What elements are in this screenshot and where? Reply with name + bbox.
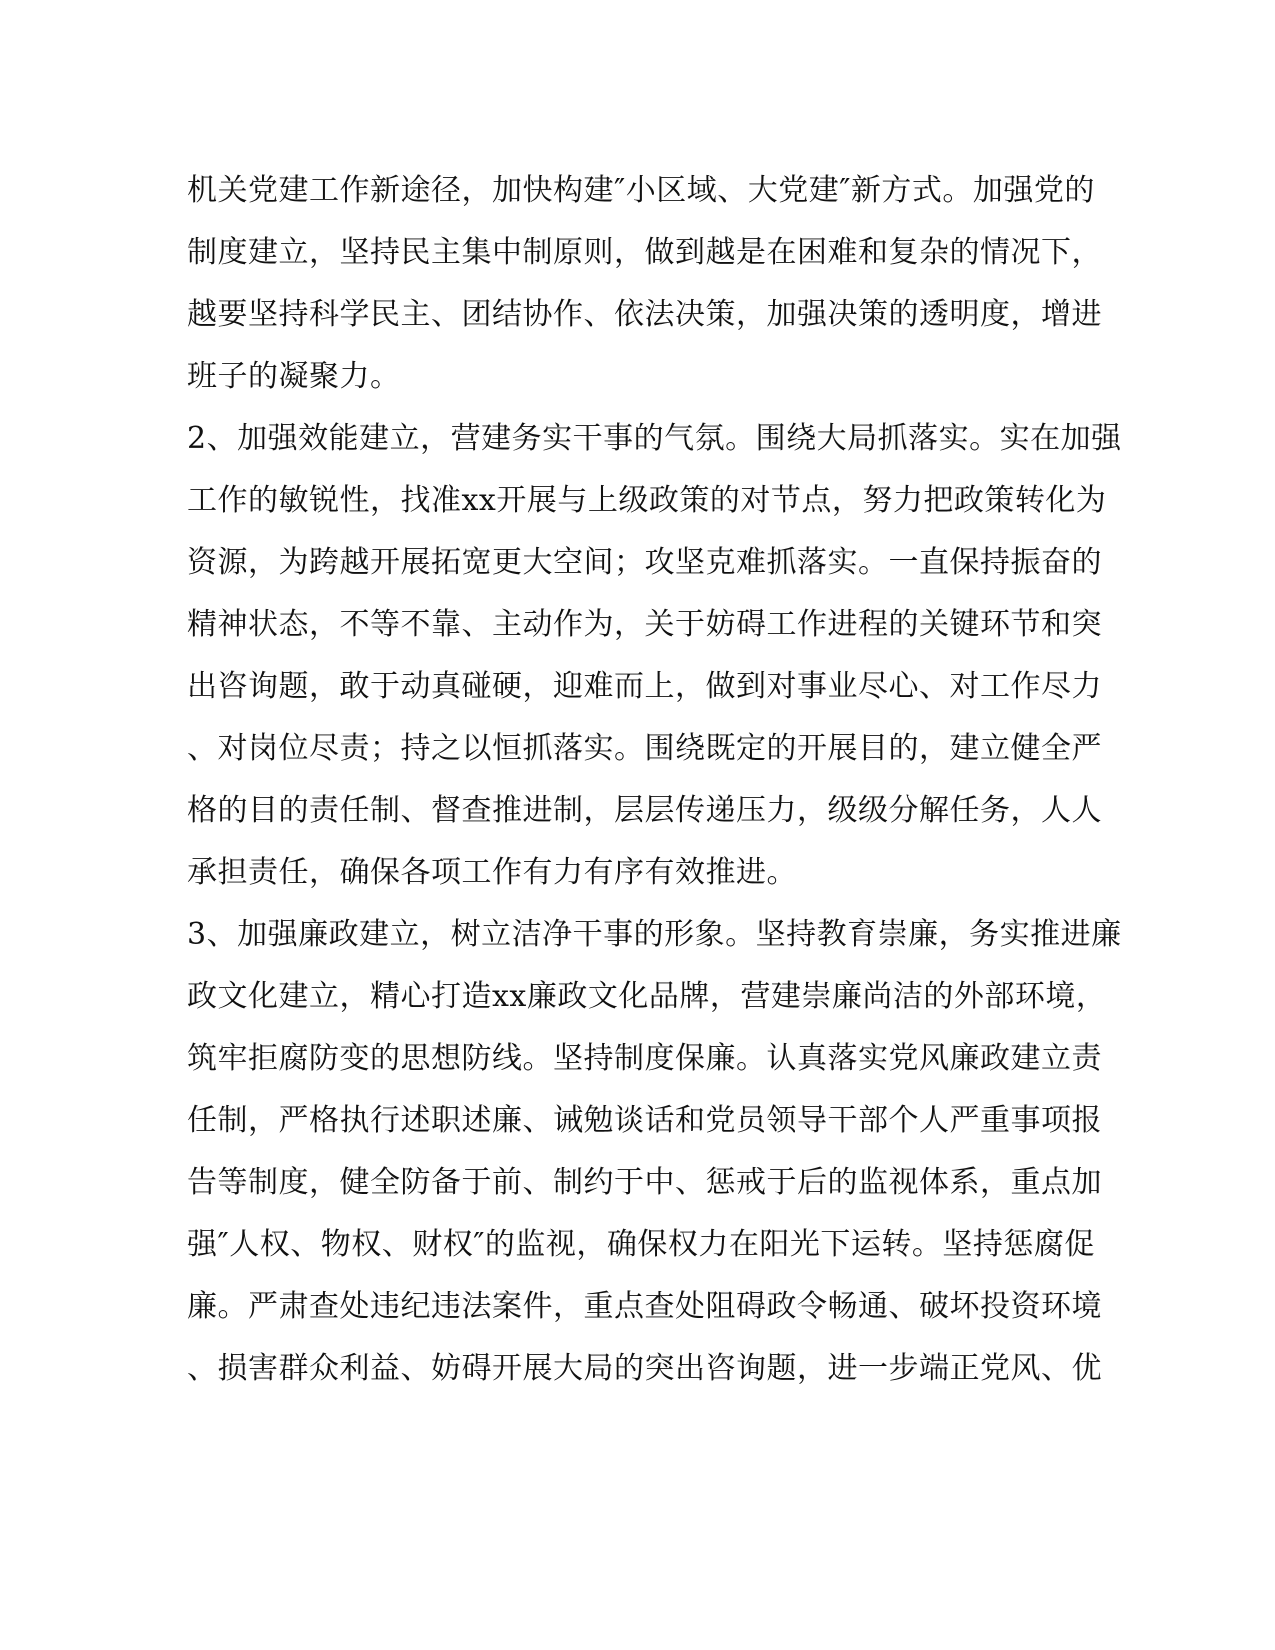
text-line: 班子的凝聚力。	[187, 359, 401, 394]
text-line: 精神状态，不等不靠、主动作为，关于妨碍工作进程的关键环节和突	[187, 607, 1102, 642]
text-line: 2、加强效能建立，营建务实干事的气氛。围绕大局抓落实。实在加强	[187, 421, 1122, 456]
text-line: 制度建立，坚持民主集中制原则，做到越是在困难和复杂的情况下，	[187, 235, 1102, 270]
text-line: 资源，为跨越开展拓宽更大空间；攻坚克难抓落实。一直保持振奋的	[187, 545, 1102, 580]
body-text	[187, 160, 1122, 1400]
text-line: 廉。严肃查处违纪违法案件，重点查处阻碍政令畅通、破坏投资环境	[187, 1289, 1102, 1324]
text-line: 政文化建立，精心打造xx廉政文化品牌，营建崇廉尚洁的外部环境，	[187, 979, 1107, 1014]
text-line: 格的目的责任制、督查推进制，层层传递压力，级级分解任务，人人	[187, 793, 1102, 828]
text-line: 告等制度，健全防备于前、制约于中、惩戒于后的监视体系，重点加	[187, 1165, 1102, 1200]
text-line: 、损害群众利益、妨碍开展大局的突出咨询题，进一步端正党风、优	[187, 1351, 1102, 1386]
text-line: 越要坚持科学民主、团结协作、依法决策，加强决策的透明度，增进	[187, 297, 1102, 332]
text-line: 筑牢拒腐防变的思想防线。坚持制度保廉。认真落实党风廉政建立责	[187, 1041, 1102, 1076]
text-line: 任制，严格执行述职述廉、诫勉谈话和党员领导干部个人严重事项报	[187, 1103, 1102, 1138]
text-line: 承担责任，确保各项工作有力有序有效推进。	[187, 855, 797, 890]
text-line: 工作的敏锐性，找准xx开展与上级政策的对节点，努力把政策转化为	[187, 483, 1107, 518]
text-line: 出咨询题，敢于动真碰硬，迎难而上，做到对事业尽心、对工作尽力	[187, 669, 1102, 704]
text-line: 强″人权、物权、财权″的监视，确保权力在阳光下运转。坚持惩腐促	[187, 1227, 1095, 1262]
text-line: 机关党建工作新途径，加快构建″小区域、大党建″新方式。加强党的	[187, 173, 1095, 208]
text-line: 3、加强廉政建立，树立洁净干事的形象。坚持教育崇廉，务实推进廉	[187, 917, 1122, 952]
text-line: 、对岗位尽责；持之以恒抓落实。围绕既定的开展目的，建立健全严	[187, 731, 1102, 766]
